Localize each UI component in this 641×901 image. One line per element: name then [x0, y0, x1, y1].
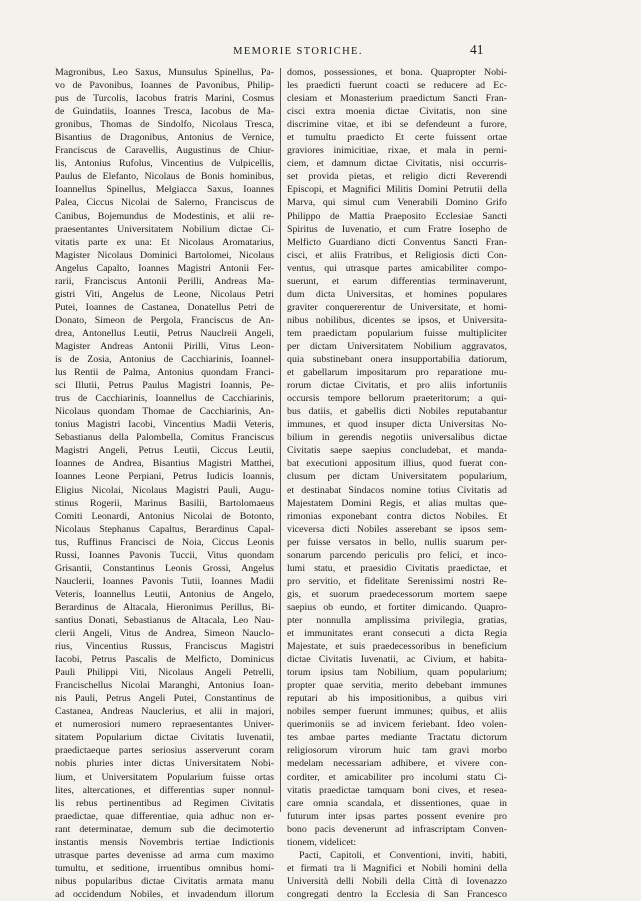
text-line: gronibus, Thomas de Sindolfo, Nicolaus Tresca, [55, 119, 274, 131]
text-line: Magister Andreas Antonii Pirilli, Vitus Leon- [55, 340, 274, 352]
text-line: dum dicta Universitas, et homines populares [287, 288, 507, 300]
text-line: et gabellarum impositarum pro reparatione mu- [287, 367, 507, 379]
text-line: rant determinatae, demum sub die decimotertio [55, 823, 274, 835]
text-line: Eligius Nicolai, Nicolaus Magistri Pauli, Augu- [55, 484, 274, 496]
text-line: Civitatis saepe saepius concludebat, et manda- [287, 445, 507, 457]
text-line: occursis tempore bellorum praeteritorum; a qui- [287, 393, 507, 405]
text-line: clesiam et Monasterium praedictum Sancti Fran- [287, 93, 507, 105]
text-line: tus, Ruffinus Francisci de Noia, Ciccus Leonis [55, 536, 274, 548]
text-line: tes ambae partes mediante Tractatu dictorum [287, 732, 507, 744]
text-line: Episcopi, et Magnifici Militis Domini Petrutii della [287, 184, 507, 196]
text-line: Pacti, Capitoli, et Conventioni, inviti, habiti, [299, 849, 507, 861]
text-line: congregati dentro la Ecclesia di San Francesco [287, 888, 507, 900]
text-line: Comiti Leonardi, Antonius Nicolai de Botonto, [55, 510, 274, 522]
text-line: torum ipsius tam Nobilium, quam popularium; [287, 667, 507, 679]
text-line: corditer, et amicabiliter pro incolumi statu Ci- [287, 771, 507, 783]
text-line: domos, possessiones, et bona. Quapropter Nobi- [287, 67, 507, 78]
text-line: trus de Cacchiarinis, Ioannellus de Cacchiarinis, [55, 393, 274, 405]
text-line: suerunt, et earum differentias terminaverunt, [287, 275, 507, 287]
text-line: Philippo de Mattia Praeposito Ecclesiae Sancti [287, 210, 507, 222]
text-line: et tumultu praedicto Et certe fuissent ortae [287, 132, 507, 144]
text-line: lis, Antonius Rufolus, Vincentius de Vulpicellis, [55, 158, 274, 170]
text-line: Marva, qui simul cum Venerabili Domino Grifo [287, 197, 507, 209]
text-line: Palea, Ciccus Nicolai de Salerno, Franciscus de [55, 197, 274, 209]
text-line: Magistri Angeli, Petrus Leutii, Ciccus Leutii, [55, 445, 274, 457]
text-line: Melficto Guardiano dicti Conventus Sancti Fran- [287, 236, 507, 248]
text-line: Nauclerii, Ioannes Pavonis Tutii, Ioannes Madii [55, 575, 274, 587]
text-line: clusum per dictam Universitatem popularium, [287, 471, 507, 483]
text-line: pro servitio, et fidelitate Serenissimi nostri Re- [287, 575, 507, 587]
text-line: instantis mensis Novembris tertiae Indictionis [55, 836, 274, 848]
text-line: futurum inter ipsas partes possent evenire pro [287, 810, 507, 822]
text-line: bus datiis, et gabellis dicti Nobiles reputabantur [287, 406, 507, 418]
text-line: ciem, et damnum dictae Civitatis, nisi occurris- [287, 158, 507, 170]
text-line: Grisantii, Constantinus Leonis Grossi, Angelus [55, 562, 274, 574]
text-line: sitatem Popularium dictae Civitatis Iuvenatii, [55, 732, 274, 744]
text-line: nobis pluries inter dictas Universitatem Nobi- [55, 758, 274, 770]
text-line: rarii, Franciscus Antonii Perilli, Andreas Ma- [55, 275, 274, 287]
text-line: gis, et suorum praedecessorum mortem saepe [287, 588, 507, 600]
text-line: et immunitates erant consecuti a dicta Regia [287, 628, 507, 640]
text-line: set provida pietas, et religio dicti Reverendi [287, 171, 507, 183]
text-line: quia substinebant onera insupportabilia datiorum, [287, 354, 507, 366]
text-line: bilium in gerendis negotiis universalibus dictae [287, 432, 507, 444]
text-line: Università delli Nobili della Città di Iovenazzo [287, 875, 507, 887]
column-divider [280, 68, 281, 812]
text-line: pus de Turcolis, Iacobus fratris Marini, Cosmus [55, 93, 274, 105]
text-line: Paulus de Elefanto, Nicolaus de Bonis hominibus, [55, 171, 274, 183]
text-line: les praedicti fuerunt coacti se reducere ad Ec- [287, 80, 507, 92]
text-line: tumultu, et seditione, irruentibus omnibus homi- [55, 862, 274, 874]
text-line: de Guindatiis, Ioannes Tresca, Iacobus de Ma- [55, 106, 274, 118]
text-line: praesentantes Universitatem Nobilium dictae Ci- [55, 223, 274, 235]
text-line: saepius ob eundo, et fortiter dimicando. Quapro- [287, 601, 507, 613]
text-line: Angelus Capalto, Ioannes Magistri Antonii Fer- [55, 262, 274, 274]
page-number: 41 [470, 42, 484, 57]
text-line: tionem, videlicet: [287, 836, 357, 848]
text-line: reputari ab his impositionibus, a quibus viri [287, 693, 507, 705]
text-line: sci Illutii, Petrus Paulus Magistri Ioannis, Pe- [55, 380, 274, 392]
text-line: ventus, qui utrasque partes amicabiliter compo- [287, 262, 507, 274]
text-line: Magister Nicolaus Dominici Bartolomei, Nicolaus [55, 249, 274, 261]
text-line: lium, et Universitatem Popularium fuisse ortas [55, 771, 274, 783]
right-text-column [287, 66, 507, 901]
text-line: querimoniis se ad invicem feriebant. Ideo volen- [287, 719, 507, 731]
text-line: cisci, et aliis Fratribus, et Religiosis dicti Con- [287, 249, 507, 261]
text-line: Russi, Ioannes Pavonis Tuccii, Vitus quondam [55, 549, 274, 561]
text-line: gistri Viti, Angelus de Leone, Nicolaus Petri [55, 288, 274, 300]
text-line: Ioannes Leone Perpiani, Petrus Iudicis Ioannis, [55, 471, 274, 483]
text-line: et firmati tra li Magnifici et Nobili homini della [287, 862, 507, 874]
text-line: stinus Rogerii, Marinus Basilii, Bartolomaeus [55, 497, 274, 509]
text-line: religiosorum virorum huic tam gravi morbo [287, 745, 507, 757]
text-line: santius Donati, Sebastianus de Altacala, Leo Nau- [55, 614, 274, 626]
text-line: tem praedictam popularium fuisse multipliciter [287, 327, 507, 339]
text-line: per dictam Universitatem Nobilium aggravatos, [287, 340, 507, 352]
text-line: per fuisse versatos in bello, nullis suarum per- [287, 536, 507, 548]
text-line: Iacobi, Petrus Pascalis de Melficto, Dominicus [55, 654, 274, 666]
running-title: MEMORIE STORICHE. [233, 46, 363, 57]
text-line: lis rebus pertinentibus ad Regimen Civitatis [55, 797, 274, 809]
text-line: vitatis parte ex una: Et Nicolaus Aromatarius, [55, 236, 274, 248]
text-line: Francischellus Nicolai Maranghi, Antonius Ioan- [55, 680, 274, 692]
left-text-column [55, 66, 274, 901]
text-line: Franciscus de Caravellis, Augustinus de Chiur- [55, 145, 274, 157]
text-line: rius, Vincentius Russus, Franciscus Magistri [55, 641, 274, 653]
text-line: Nicolaus Stephanus Capaltus, Berardinus Capal- [55, 523, 274, 535]
text-line: lumi statu, et praesidio Civitatis praedictae, et [287, 562, 507, 574]
text-line: viceversa dicti Nobiles asserebant se ipsos sem- [287, 523, 507, 535]
text-line: clerii Angeli, Vitus de Andrea, Simeon Nauclo- [55, 628, 274, 640]
text-line: ad occidendum Nobiles, et invadendum illorum [55, 888, 274, 900]
text-line: et destinabat Sindacos nomine totius Civitatis ad [287, 484, 507, 496]
text-line: propter quae servitia, merito debebant immunes [287, 680, 507, 692]
text-line: Majestatem Domini Regis, et alias multas que- [287, 497, 507, 509]
text-line: rimonias exponebant contra dictos Nobiles. Et [287, 510, 507, 522]
text-line: utrasque partes devenisse ad arma cum maximo [55, 849, 274, 861]
text-line: et numerosiori numero repraesentantes Univer- [55, 719, 274, 731]
text-line: is de Zosia, Antonius de Cacchiarinis, Ioannel- [55, 354, 274, 366]
text-line: pter nonnulla amplissima privilegia, gratias, [287, 614, 507, 626]
text-line: nibus nobilibus, dicentes se ipsos, et Universita- [287, 314, 507, 326]
text-line: Nicolaus quondam Thomae de Cacchiarinis, An- [55, 406, 274, 418]
text-line: Bisantius de Dragonibus, Antonius de Vernice, [55, 132, 274, 144]
text-line: bat executioni appositum illius, quod fuerat con- [287, 458, 507, 470]
text-line: care omnia scandala, et dissentiones, quae in [287, 797, 507, 809]
text-line: Spiritus de Iuvenatio, et cum Fratre Iosepho de [287, 223, 507, 235]
text-line: vitatis praedictae tamquam boni cives, et resea- [287, 784, 507, 796]
text-line: Magronibus, Leo Saxus, Munsulus Spinellus, Pa- [55, 67, 274, 78]
text-line: drea, Antonellus Leutii, Petrus Nauclreii Angeli, [55, 327, 274, 339]
text-line: Majestate, et suis praedecessoribus in beneficium [287, 641, 507, 653]
text-line: praedictaeque partes seriosius asserverunt coram [55, 745, 274, 757]
text-line: lites, altercationes, et differentias super nonnul- [55, 784, 274, 796]
text-line: Canibus, Bojemundus de Modestinis, et alii re- [55, 210, 274, 222]
text-line: cisci extra moenia dictae Civitatis, non sine [287, 106, 507, 118]
text-line: praedictae, quae differentiae, quia adhuc non er- [55, 810, 274, 822]
text-line: Sebastianus della Palombella, Comitus Franciscus [55, 432, 274, 444]
text-line: Donato, Simeon de Pergola, Franciscus de An- [55, 314, 274, 326]
text-line: tonius Magistri Iacobi, Vincentius Madii Veteris, [55, 419, 274, 431]
text-line: Ioannes de Andrea, Bisantius Magistri Matthei, [55, 458, 274, 470]
text-line: Castanea, Andreas Nauclerius, et alii in majori, [55, 706, 274, 718]
text-line: lus Rentii de Palma, Antonius quondam Franci- [55, 367, 274, 379]
text-line: immunes, et quod insuper dicta Universitas No- [287, 419, 507, 431]
text-line: nobiles semper fuerunt immunes; quibus, et aliis [287, 706, 507, 718]
text-line: bono pacis devenerunt ad infrascriptam Conven- [287, 823, 507, 835]
text-line: sonarum parcendo periculis pro felici, et inco- [287, 549, 507, 561]
text-line: graviter conquererentur de Universitate, et homi- [287, 301, 507, 313]
text-line: medelam necessariam adhibere, et vivere con- [287, 758, 507, 770]
text-line: rorum dictae Civitatis, et pro aliis infortuniis [287, 380, 507, 392]
text-line: graviores inimicitiae, rixae, et mala in perni- [287, 145, 507, 157]
text-line: Pauli Philippi Viti, Nicolaus Angeli Petrelli, [55, 667, 274, 679]
text-line: discrimine vitae, et ibi se defendeunt a furore, [287, 119, 507, 131]
text-line: Berardinus de Altacala, Hieronimus Perillus, Bi- [55, 601, 274, 613]
text-line: nis Pauli, Petrus Angeli Putei, Constantinus de [55, 693, 274, 705]
text-line: vo de Pavonibus, Ioannes de Pavonibus, Philip- [55, 80, 274, 92]
text-line: Veteris, Ioannellus Leutii, Antonius de Angelo, [55, 588, 274, 600]
text-line: nibus popularibus dictae Civitatis armata manu [55, 875, 274, 887]
text-line: Putei, Ioannes de Castanea, Donatellus Petri de [55, 301, 274, 313]
text-line: Ioannellus Spinellus, Melgiacca Saxus, Ioannes [55, 184, 274, 196]
text-line: dictae Civitatis Iuvenatii, ac Civium, et habita- [287, 654, 507, 666]
